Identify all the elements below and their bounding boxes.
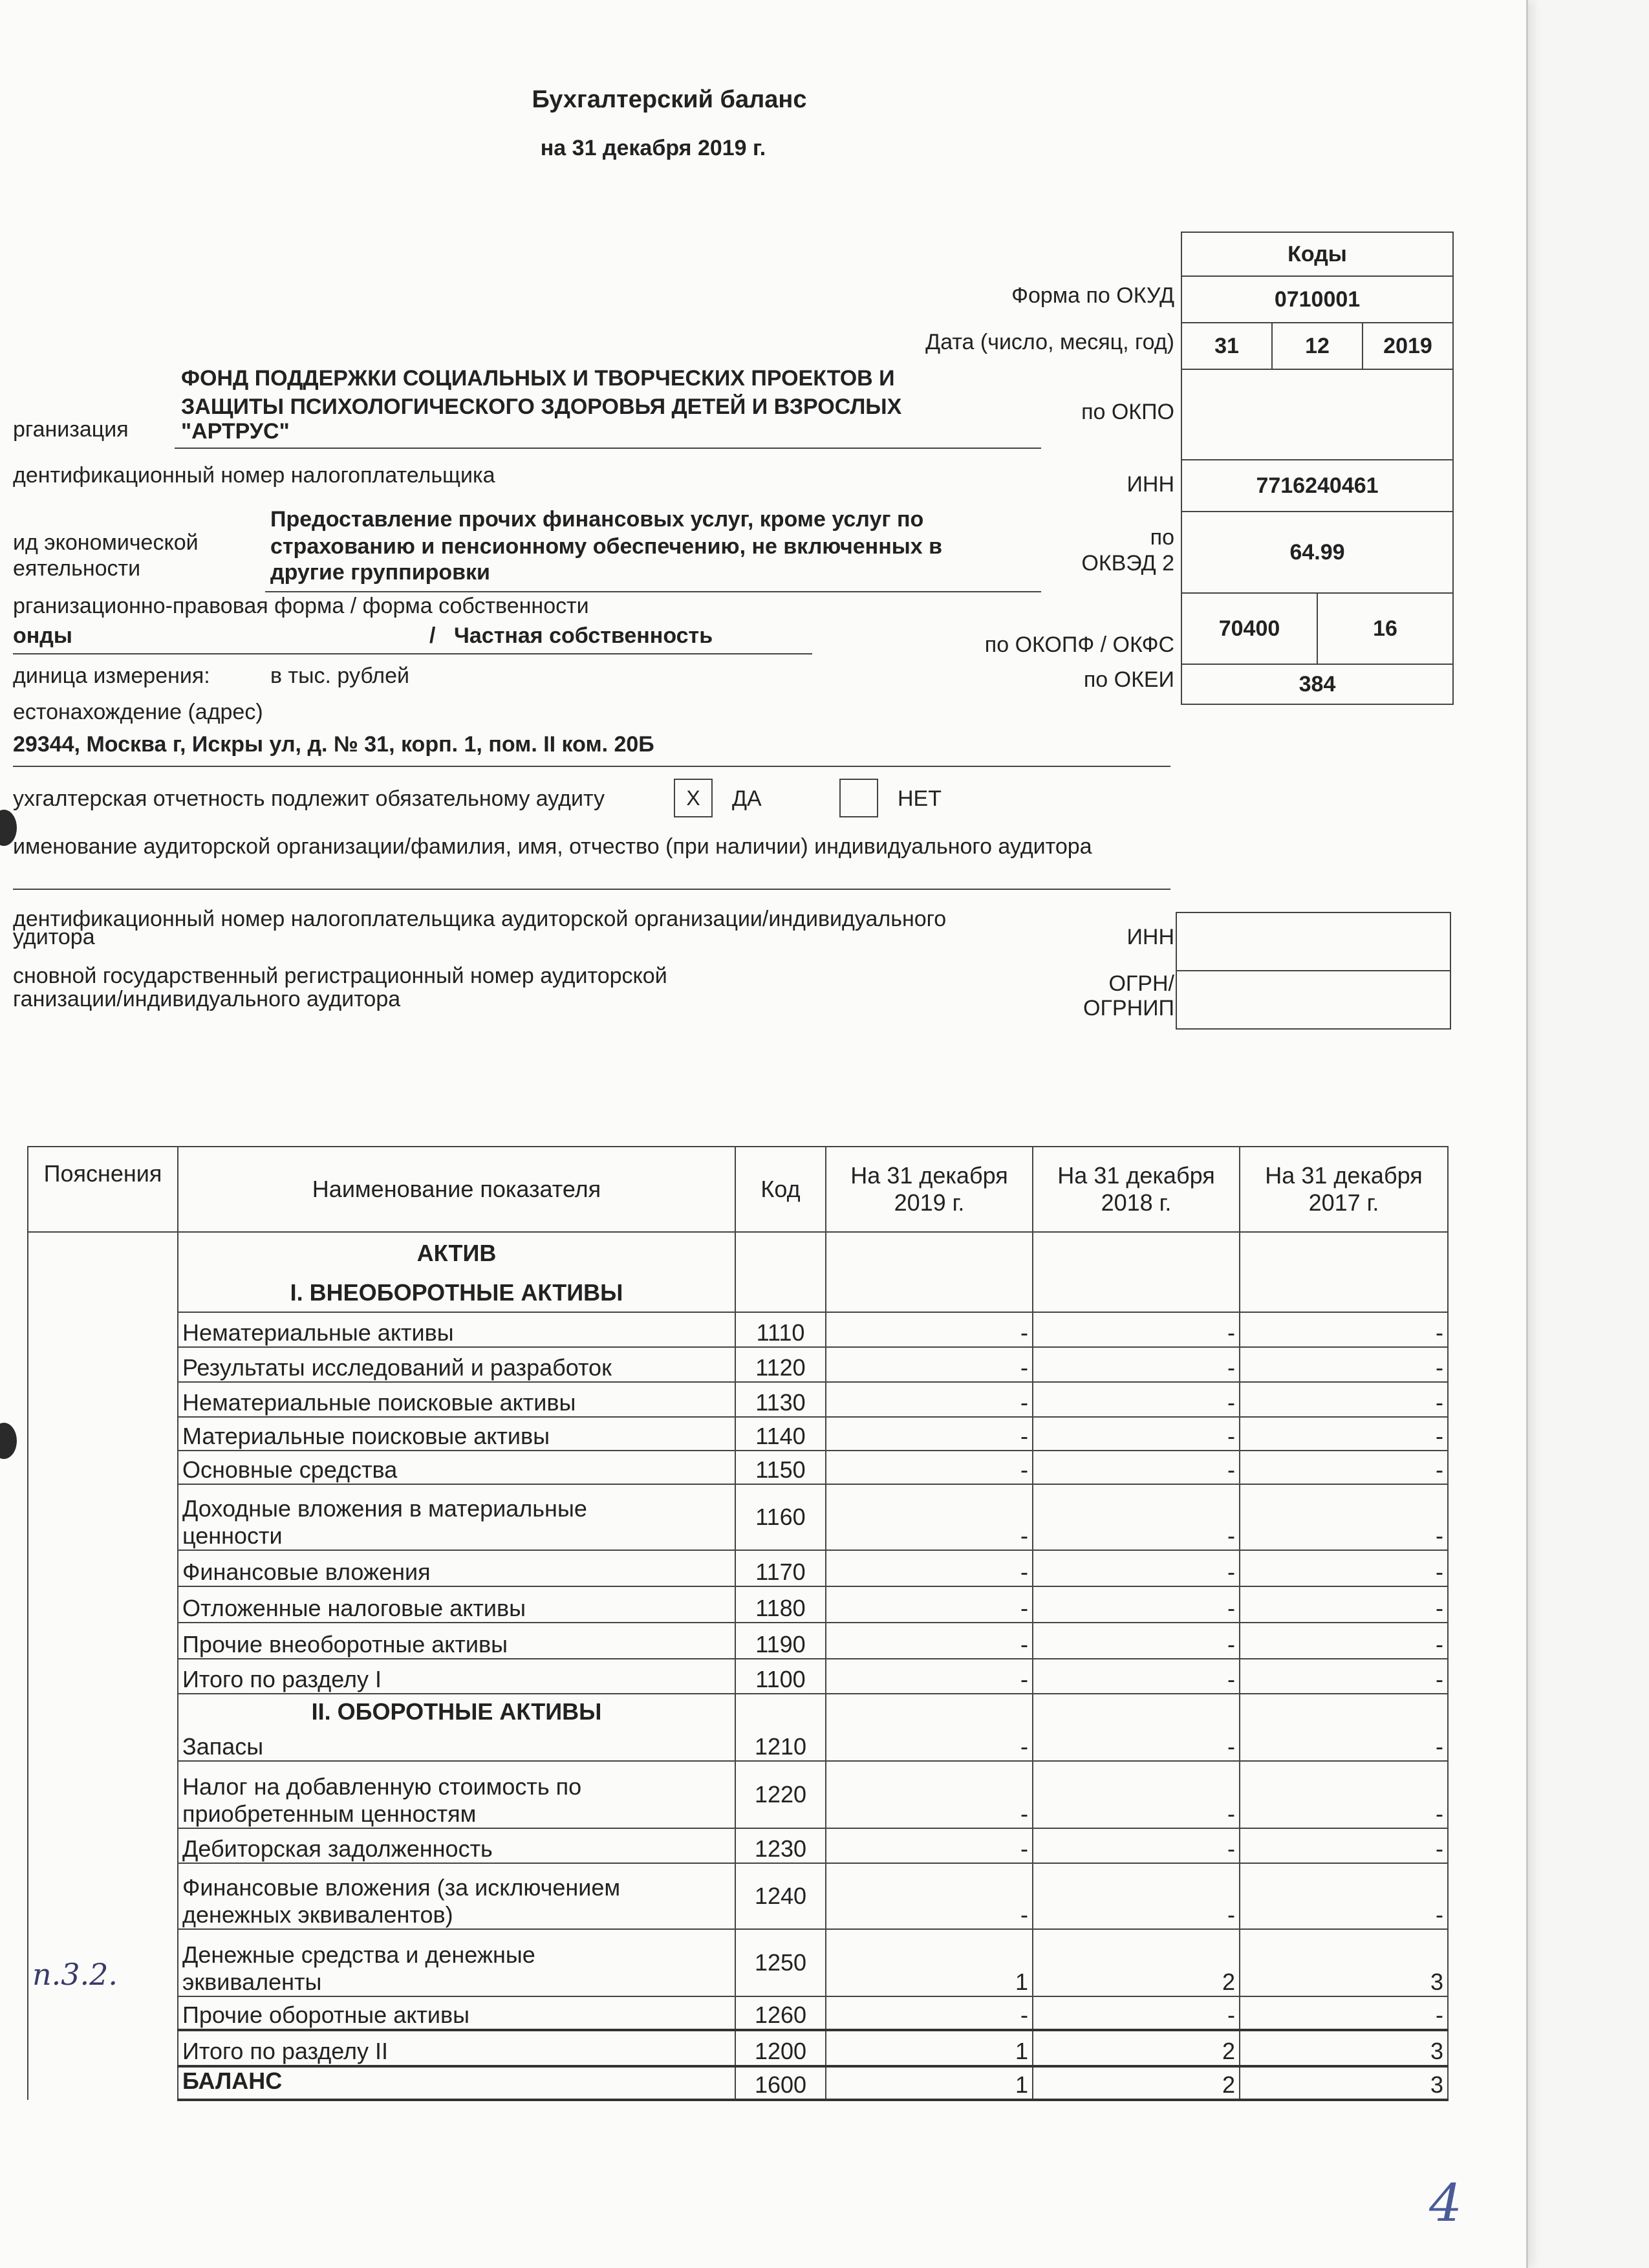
ownership-value: Частная собственность bbox=[454, 623, 713, 648]
asset-heading-row bbox=[28, 1232, 1448, 1273]
row-value-2017: 3 bbox=[1240, 2030, 1448, 2066]
row-name bbox=[178, 1929, 735, 1996]
row-value-2018: - bbox=[1033, 1623, 1240, 1659]
table-row bbox=[28, 1382, 1448, 1417]
inn-value: 7716240461 bbox=[1181, 459, 1454, 512]
auditor-name-underline bbox=[13, 889, 1170, 890]
okud-value: 0710001 bbox=[1181, 275, 1454, 323]
legal-form-value: онды bbox=[13, 623, 72, 648]
auditor-inn-box bbox=[1176, 912, 1451, 971]
row-value-2017: - bbox=[1240, 1729, 1448, 1761]
row-value-2018: - bbox=[1033, 1417, 1240, 1451]
table-row bbox=[28, 1550, 1448, 1586]
row-code: 1250 bbox=[735, 1929, 826, 1996]
row-code: 1240 bbox=[735, 1863, 826, 1929]
org-name-line-3: "АРТРУС" bbox=[181, 419, 290, 444]
row-value-2018: 2 bbox=[1033, 1929, 1240, 1996]
unit-label: диница измерения: bbox=[13, 664, 210, 688]
row-code: 1190 bbox=[735, 1623, 826, 1659]
row-value-2019: - bbox=[826, 1382, 1033, 1417]
table-row bbox=[28, 1729, 1448, 1761]
row-code: 1170 bbox=[735, 1550, 826, 1586]
audit-no-label: НЕТ bbox=[898, 786, 942, 811]
auditor-inn-label-2: удитора bbox=[13, 925, 95, 949]
row-value-2017: - bbox=[1240, 1863, 1448, 1929]
row-value-2018: - bbox=[1033, 1484, 1240, 1550]
header-2018-line-2: 2018 г. bbox=[1101, 1189, 1172, 1216]
table-row bbox=[28, 1623, 1448, 1659]
unit-value: в тыс. рублей bbox=[270, 664, 410, 688]
row-value-2019: - bbox=[826, 1451, 1033, 1484]
table-row bbox=[28, 2066, 1448, 2100]
org-name-line-1: ФОНД ПОДДЕРЖКИ СОЦИАЛЬНЫХ И ТВОРЧЕСКИХ ПРОЕКТОВ И bbox=[181, 366, 895, 391]
row-value-2019: 1 bbox=[826, 2030, 1033, 2066]
row-name: Итого по разделу I bbox=[178, 1659, 735, 1694]
inn-label: ИНН bbox=[1126, 472, 1174, 497]
row-code: 1600 bbox=[735, 2066, 826, 2100]
table-header-row bbox=[28, 1147, 1448, 1232]
row-name-line-2: денежных эквивалентов) bbox=[182, 1901, 453, 1928]
row-value-2019: - bbox=[826, 1761, 1033, 1828]
row-code: 1200 bbox=[735, 2030, 826, 2066]
okud-label: Форма по ОКУД bbox=[1011, 283, 1174, 308]
row-value-2018: - bbox=[1033, 1347, 1240, 1382]
okved-label-1: по bbox=[1150, 525, 1174, 550]
row-value-2017: - bbox=[1240, 1586, 1448, 1623]
row-value-2019: 1 bbox=[826, 2066, 1033, 2100]
activity-line-2: страхованию и пенсионному обеспечению, не включенных в bbox=[270, 534, 943, 559]
row-value-2017: 3 bbox=[1240, 2066, 1448, 2100]
address-label: естонахождение (адрес) bbox=[13, 700, 263, 724]
row-code: 1180 bbox=[735, 1586, 826, 1623]
row-value-2017: - bbox=[1240, 1996, 1448, 2030]
table-row bbox=[28, 1312, 1448, 1347]
taxpayer-id-label: дентификационный номер налогоплательщика bbox=[13, 463, 495, 488]
row-name: Нематериальные активы bbox=[178, 1312, 735, 1347]
auditor-inn-label-1: дентификационный номер налогоплательщика аудиторской организации/индивидуального bbox=[13, 907, 947, 931]
header-2017 bbox=[1240, 1147, 1448, 1232]
activity-label-1: ид экономической bbox=[13, 530, 199, 555]
date-day: 31 bbox=[1181, 322, 1273, 370]
row-value-2019: - bbox=[826, 1729, 1033, 1761]
row-code: 1160 bbox=[735, 1484, 826, 1550]
asset-heading: АКТИВ bbox=[178, 1232, 735, 1273]
row-value-2017: 3 bbox=[1240, 1929, 1448, 1996]
row-value-2018: - bbox=[1033, 1863, 1240, 1929]
table-row bbox=[28, 1828, 1448, 1863]
table-row bbox=[28, 1996, 1448, 2030]
row-value-2017: - bbox=[1240, 1550, 1448, 1586]
table-row bbox=[28, 1451, 1448, 1484]
date-month: 12 bbox=[1271, 322, 1363, 370]
row-code: 1210 bbox=[735, 1729, 826, 1761]
row-value-2017: - bbox=[1240, 1623, 1448, 1659]
row-name: Результаты исследований и разработок bbox=[178, 1347, 735, 1382]
header-2019-line-1: На 31 декабря bbox=[850, 1162, 1008, 1189]
row-value-2019: - bbox=[826, 1996, 1033, 2030]
row-name: Основные средства bbox=[178, 1451, 735, 1484]
page-subtitle: на 31 декабря 2019 г. bbox=[540, 136, 766, 160]
date-label: Дата (число, месяц, год) bbox=[925, 330, 1174, 354]
row-value-2018: 2 bbox=[1033, 2030, 1240, 2066]
row-value-2018: - bbox=[1033, 1451, 1240, 1484]
header-2018-line-1: На 31 декабря bbox=[1057, 1162, 1215, 1189]
table-row bbox=[28, 1417, 1448, 1451]
row-name: Материальные поисковые активы bbox=[178, 1417, 735, 1451]
header-2017-line-1: На 31 декабря bbox=[1265, 1162, 1423, 1189]
row-code: 1120 bbox=[735, 1347, 826, 1382]
okved-value: 64.99 bbox=[1181, 511, 1454, 594]
org-name-line-2: ЗАЩИТЫ ПСИХОЛОГИЧЕСКОГО ЗДОРОВЬЯ ДЕТЕЙ И ВЗРОСЛЫХ bbox=[181, 394, 902, 419]
row-value-2019: - bbox=[826, 1863, 1033, 1929]
section2-heading: II. ОБОРОТНЫЕ АКТИВЫ bbox=[178, 1694, 735, 1729]
activity-line-3: другие группировки bbox=[270, 560, 490, 585]
auditor-ogrn-code-label-2: ОГРНИП bbox=[1083, 996, 1174, 1021]
audit-required-label: ухгалтерская отчетность подлежит обязательному аудиту bbox=[13, 786, 605, 811]
audit-no-checkbox[interactable] bbox=[839, 779, 878, 817]
row-code: 1220 bbox=[735, 1761, 826, 1828]
row-name: Прочие внеоборотные активы bbox=[178, 1623, 735, 1659]
row-name-line-2: приобретенным ценностям bbox=[182, 1800, 477, 1827]
row-code: 1100 bbox=[735, 1659, 826, 1694]
table-row bbox=[28, 1659, 1448, 1694]
table-row bbox=[28, 1929, 1448, 1996]
row-value-2018: - bbox=[1033, 1729, 1240, 1761]
auditor-ogrn-code-label-1: ОГРН/ bbox=[1108, 971, 1174, 996]
row-value-2019: - bbox=[826, 1623, 1033, 1659]
activity-line-1: Предоставление прочих финансовых услуг, кроме услуг по bbox=[270, 507, 924, 532]
row-name bbox=[178, 1484, 735, 1550]
section1-heading: I. ВНЕОБОРОТНЫЕ АКТИВЫ bbox=[178, 1273, 735, 1312]
row-code: 1150 bbox=[735, 1451, 826, 1484]
legal-form-label: рганизационно-правовая форма / форма собственности bbox=[13, 594, 589, 618]
row-value-2018: 2 bbox=[1033, 2066, 1240, 2100]
row-value-2017: - bbox=[1240, 1347, 1448, 1382]
audit-yes-label: ДА bbox=[732, 786, 762, 811]
header-2019-line-2: 2019 г. bbox=[894, 1189, 965, 1216]
row-code: 1130 bbox=[735, 1382, 826, 1417]
row-value-2019: 1 bbox=[826, 1929, 1033, 1996]
row-value-2017: - bbox=[1240, 1659, 1448, 1694]
row-name bbox=[178, 1761, 735, 1828]
header-2017-line-2: 2017 г. bbox=[1308, 1189, 1379, 1216]
row-value-2019: - bbox=[826, 1659, 1033, 1694]
row-value-2019: - bbox=[826, 1484, 1033, 1550]
header-2019 bbox=[826, 1147, 1033, 1232]
page-number: 4 bbox=[1429, 2173, 1462, 2233]
org-label: рганизация bbox=[13, 417, 129, 442]
header-2018 bbox=[1033, 1147, 1240, 1232]
activity-label-2: еятельности bbox=[13, 556, 141, 581]
row-name-line-1: Денежные средства и денежные bbox=[182, 1941, 535, 1968]
row-code: 1110 bbox=[735, 1312, 826, 1347]
row-value-2017: - bbox=[1240, 1312, 1448, 1347]
page-title: Бухгалтерский баланс bbox=[532, 86, 807, 113]
table-row bbox=[28, 1863, 1448, 1929]
row-name: Отложенные налоговые активы bbox=[178, 1586, 735, 1623]
auditor-ogrn-label-1: сновной государственный регистрационный номер аудиторской bbox=[13, 964, 667, 988]
row-name: Прочие оборотные активы bbox=[178, 1996, 735, 2030]
row-value-2018: - bbox=[1033, 1550, 1240, 1586]
row-value-2019: - bbox=[826, 1347, 1033, 1382]
row-value-2018: - bbox=[1033, 1312, 1240, 1347]
auditor-ogrn-label-2: ганизации/индивидуального аудитора bbox=[13, 987, 401, 1011]
legal-form-underline bbox=[13, 653, 812, 654]
row-name-line-1: Налог на добавленную стоимость по bbox=[182, 1773, 582, 1800]
auditor-ogrn-box bbox=[1176, 970, 1451, 1030]
row-name: Дебиторская задолженность bbox=[178, 1828, 735, 1863]
row-name-line-2: ценности bbox=[182, 1522, 283, 1549]
auditor-name-label: именование аудиторской организации/фамилия, имя, отчество (при наличии) индивидуального аудитора bbox=[13, 834, 1092, 859]
okpo-value bbox=[1181, 369, 1454, 460]
auditor-inn-code-label: ИНН bbox=[1126, 925, 1174, 949]
okei-label: по ОКЕИ bbox=[1083, 667, 1174, 692]
address-value: 29344, Москва г, Искры ул, д. № 31, корп. 1, пом. II ком. 20Б bbox=[13, 732, 654, 757]
balance-table bbox=[27, 1146, 1449, 2101]
row-value-2018: - bbox=[1033, 1659, 1240, 1694]
row-name: Запасы bbox=[178, 1729, 735, 1761]
punch-hole-bottom bbox=[0, 1423, 17, 1459]
row-name: БАЛАНС bbox=[178, 2066, 735, 2100]
audit-yes-checkbox[interactable]: X bbox=[674, 779, 713, 817]
row-value-2017: - bbox=[1240, 1828, 1448, 1863]
okopf-value: 70400 bbox=[1181, 592, 1318, 665]
codes-header: Коды bbox=[1181, 232, 1454, 277]
row-value-2018: - bbox=[1033, 1996, 1240, 2030]
row-code: 1230 bbox=[735, 1828, 826, 1863]
row-value-2018: - bbox=[1033, 1586, 1240, 1623]
row-value-2018: - bbox=[1033, 1382, 1240, 1417]
okpo-label: по ОКПО bbox=[1081, 400, 1174, 424]
table-row bbox=[28, 1761, 1448, 1828]
row-name: Итого по разделу II bbox=[178, 2030, 735, 2066]
section2-heading-row bbox=[28, 1694, 1448, 1729]
okopf-label: по ОКОПФ / ОКФС bbox=[984, 632, 1174, 657]
row-value-2017: - bbox=[1240, 1382, 1448, 1417]
row-name: Нематериальные поисковые активы bbox=[178, 1382, 735, 1417]
row-name-line-1: Доходные вложения в материальные bbox=[182, 1495, 587, 1522]
address-underline bbox=[13, 766, 1170, 767]
row-value-2017: - bbox=[1240, 1417, 1448, 1451]
header-name: Наименование показателя bbox=[178, 1147, 735, 1232]
table-row bbox=[28, 1586, 1448, 1623]
row-code: 1260 bbox=[735, 1996, 826, 2030]
row-value-2019: - bbox=[826, 1586, 1033, 1623]
row-value-2017: - bbox=[1240, 1761, 1448, 1828]
date-year: 2019 bbox=[1362, 322, 1454, 370]
section1-heading-row bbox=[28, 1273, 1448, 1312]
row-code: 1140 bbox=[735, 1417, 826, 1451]
table-row bbox=[28, 2030, 1448, 2066]
row-name-line-2: эквиваленты bbox=[182, 1969, 322, 1995]
row-name: Финансовые вложения bbox=[178, 1550, 735, 1586]
row-value-2017: - bbox=[1240, 1451, 1448, 1484]
org-underline bbox=[175, 448, 1041, 449]
okfs-value: 16 bbox=[1317, 592, 1454, 665]
row-value-2018: - bbox=[1033, 1761, 1240, 1828]
okved-label-2: ОКВЭД 2 bbox=[1081, 551, 1174, 576]
row-value-2017: - bbox=[1240, 1484, 1448, 1550]
handwritten-note: п.3.2. bbox=[32, 1957, 118, 1992]
row-value-2018: - bbox=[1033, 1828, 1240, 1863]
header-notes: Пояснения bbox=[28, 1147, 178, 1232]
row-name-line-1: Финансовые вложения (за исключением bbox=[182, 1874, 621, 1901]
row-value-2019: - bbox=[826, 1417, 1033, 1451]
header-code: Код bbox=[735, 1147, 826, 1232]
row-name bbox=[178, 1863, 735, 1929]
okei-value: 384 bbox=[1181, 664, 1454, 705]
row-value-2019: - bbox=[826, 1828, 1033, 1863]
row-value-2019: - bbox=[826, 1550, 1033, 1586]
table-row bbox=[28, 1347, 1448, 1382]
legal-form-separator: / bbox=[429, 623, 436, 648]
activity-underline bbox=[265, 591, 1041, 592]
row-value-2019: - bbox=[826, 1312, 1033, 1347]
table-row bbox=[28, 1484, 1448, 1550]
